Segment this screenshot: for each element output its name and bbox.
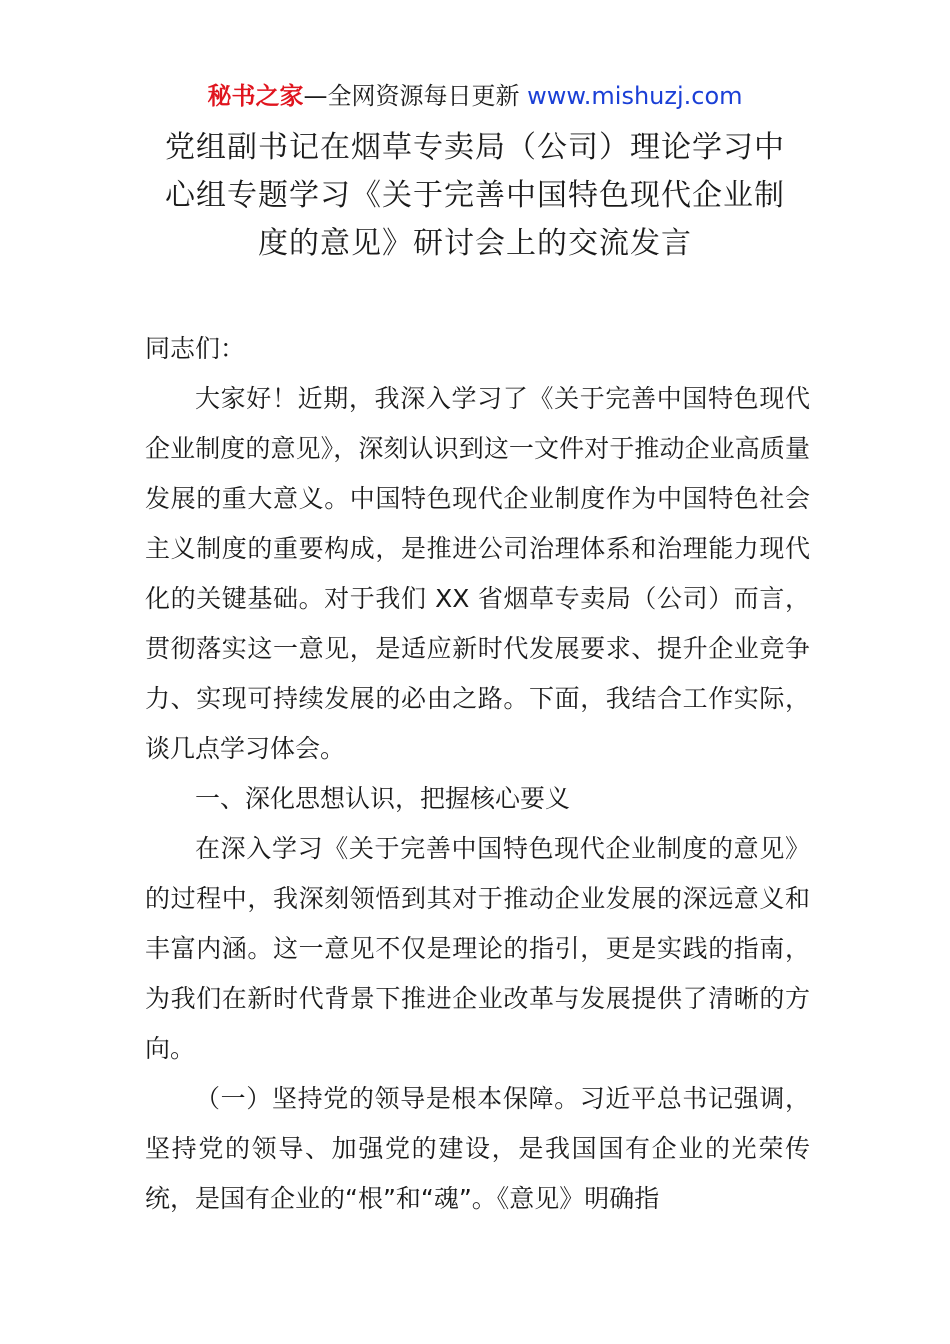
paragraph-subsection-1: （一）坚持党的领导是根本保障。习近平总书记强调，坚持党的领导、加强党的建设，是我国国有企业的光荣传统，是国有企业的“根”和“魂”。《意见》明确指 bbox=[145, 1084, 810, 1213]
site-banner bbox=[0, 80, 950, 112]
title-line-1: 党组副书记在烟草专卖局（公司）理论学习中 bbox=[165, 130, 785, 165]
title-line-2: 心组专题学习《关于完善中国特色现代企业制 bbox=[165, 178, 785, 213]
banner-tagline: —全网资源每日更新 bbox=[303, 82, 528, 110]
paragraph-intro: 大家好！近期，我深入学习了《关于完善中国特色现代企业制度的意见》，深刻认识到这一文件对于推动企业高质量发展的重大意义。中国特色现代企业制度作为中国特色社会主义制度的重要构成，是推进公司治理体系和治理能力现代化的关键基础。对于我们 XX 省烟草专卖局（公司）而言，贯彻落实这一意见，是适应新时代发展要求、提升企业竞争力、实现可持续发展的必由之路。下面，我结合工作实际，谈几点学习体会。 bbox=[145, 384, 810, 763]
document-title bbox=[140, 124, 810, 268]
banner-url[interactable]: www.mishuzj.com bbox=[527, 82, 743, 110]
greeting: 同志们： bbox=[145, 334, 246, 363]
title-line-3: 度的意见》研讨会上的交流发言 bbox=[258, 226, 692, 261]
document-body bbox=[145, 324, 810, 1224]
section-heading-1: 一、深化思想认识，把握核心要义 bbox=[195, 784, 571, 813]
banner-brand: 秘书之家 bbox=[207, 82, 304, 110]
paragraph-section-1: 在深入学习《关于完善中国特色现代企业制度的意见》的过程中，我深刻领悟到其对于推动企业发展的深远意义和丰富内涵。这一意见不仅是理论的指引，更是实践的指南，为我们在新时代背景下推进企业改革与发展提供了清晰的方向。 bbox=[145, 834, 810, 1063]
